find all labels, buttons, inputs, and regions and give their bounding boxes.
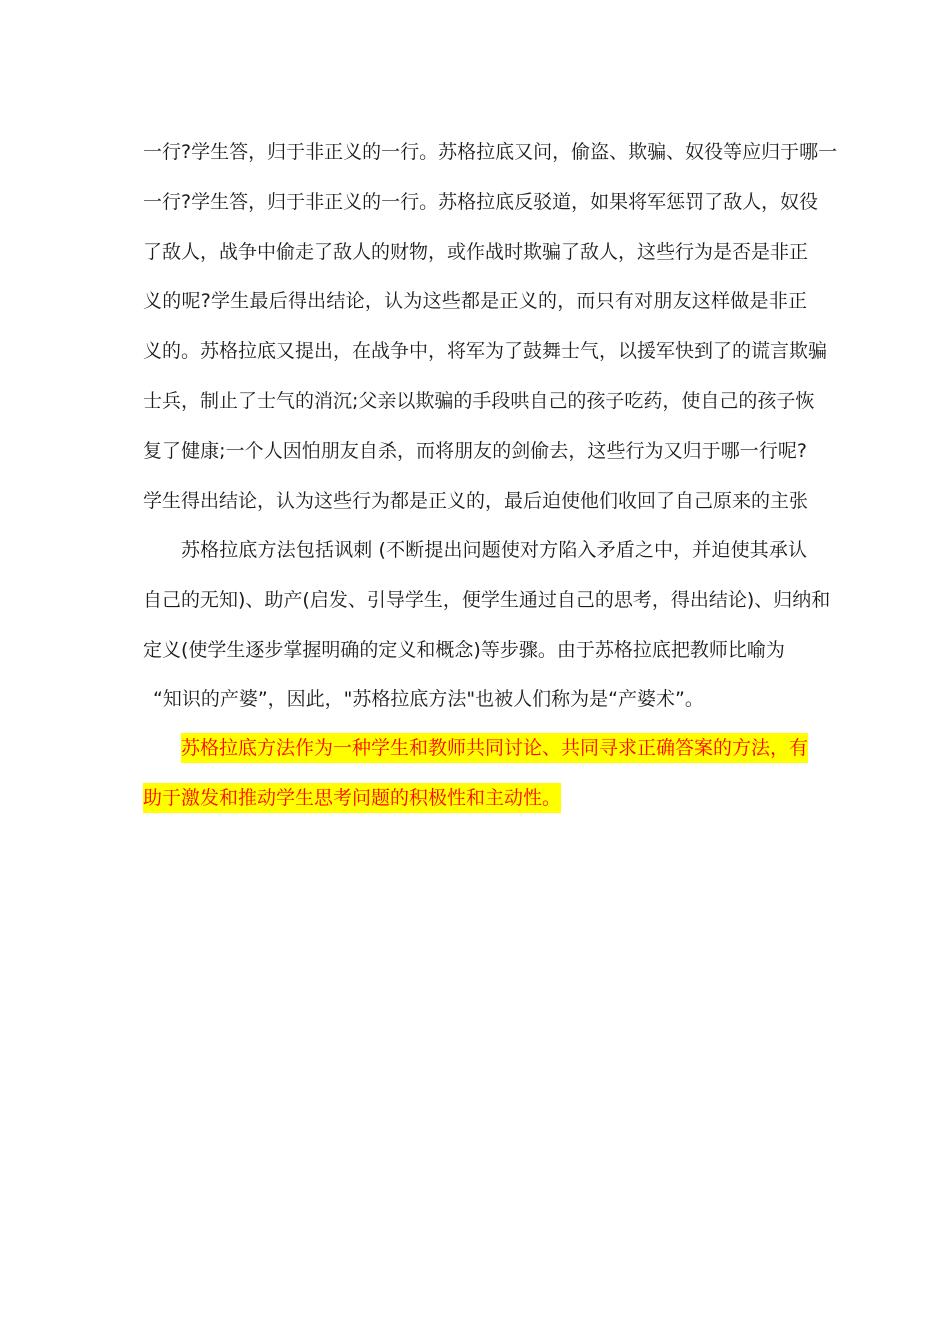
paragraph-line: 义的。苏格拉底又提出，在战争中，将军为了鼓舞士气，以援军快到了的谎言欺骗 (143, 340, 828, 363)
paragraph-line: 一行?学生答，归于非正义的一行。苏格拉底反驳道，如果将军惩罚了敌人，奴役 (143, 190, 819, 213)
paragraph-socratic-method-steps (143, 526, 831, 725)
highlighted-line (143, 774, 807, 824)
paragraph-line: 自己的无知)、助产(启发、引导学生，便学生通过自己的思考，得出结论)、归纳和 (143, 588, 831, 611)
paragraph-line: 定义(使学生逐步掌握明确的定义和概念)等步骤。由于苏格拉底把教师比喻为 (143, 638, 785, 661)
highlighted-text: 苏格拉底方法作为一种学生和教师共同讨论、共同寻求正确答案的方法，有 (181, 733, 808, 763)
paragraph-line: 士兵，制止了士气的消沉;父亲以欺骗的手段哄自己的孩子吃药，使自己的孩子恢 (143, 389, 815, 412)
paragraph-line: 一行?学生答，归于非正义的一行。苏格拉底又问，偷盗、欺骗、奴役等应归于哪一 (143, 141, 838, 163)
highlighted-text: 助于激发和推动学生思考问题的积极性和主动性。 (143, 783, 561, 813)
highlighted-line (143, 724, 807, 774)
paragraph-line: “知识的产婆”，因此，"苏格拉底方法"也被人们称为是“产婆术”。 (153, 688, 704, 711)
paragraph-line: 了敌人，战争中偷走了敌人的财物，或作战时欺骗了敌人，这些行为是否是非正 (143, 240, 809, 263)
paragraph-highlighted-conclusion (143, 724, 807, 824)
paragraph-socratic-dialogue (143, 128, 838, 526)
paragraph-line: 学生得出结论，认为这些行为都是正义的，最后迫使他们收回了自己原来的主张 (143, 489, 809, 512)
paragraph-line: 苏格拉底方法包括讽刺 (不断提出问题使对方陷入矛盾之中，并迫使其承认 (181, 539, 807, 561)
paragraph-line: 复了健康;一个人因怕朋友自杀，而将朋友的剑偷去，这些行为又归于哪一行呢? (143, 439, 807, 462)
paragraph-line: 义的呢?学生最后得出结论，认为这些都是正义的，而只有对朋友这样做是非正 (143, 290, 807, 313)
